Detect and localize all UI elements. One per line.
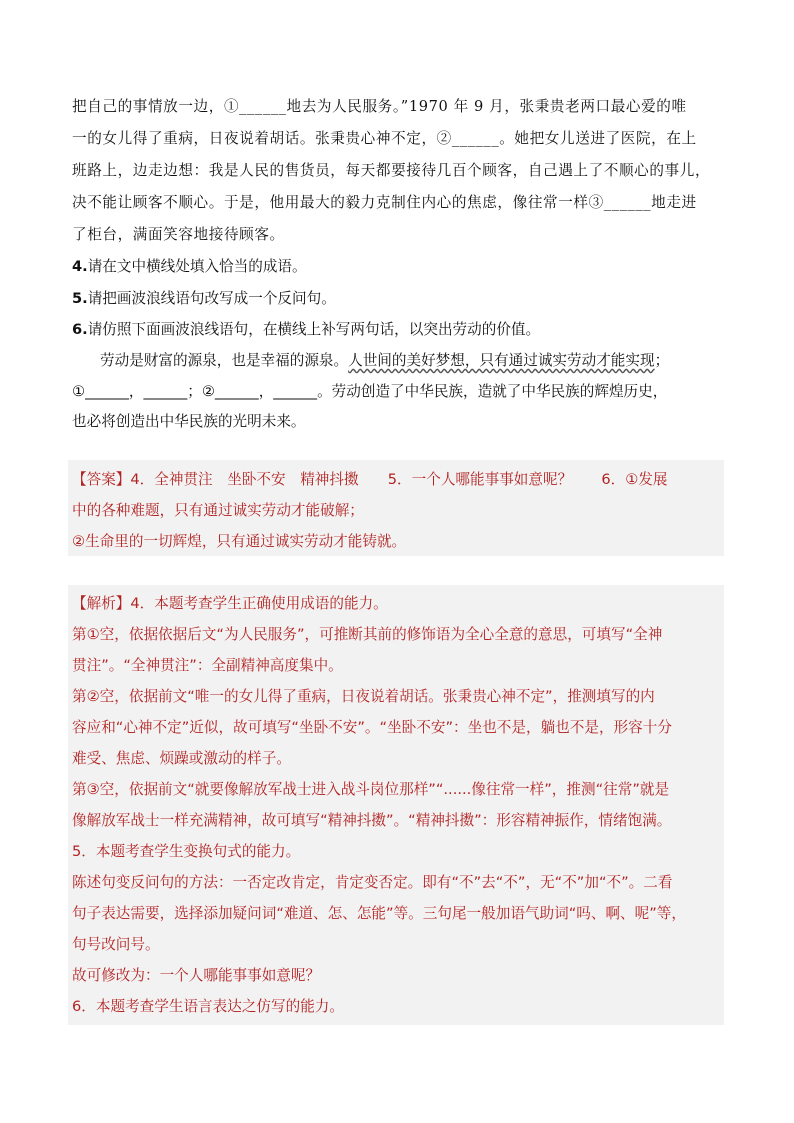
question-number: 4. <box>72 258 88 275</box>
question-6 <box>72 318 540 339</box>
answer-body: 4．全神贯注 坐卧不安 精神抖擞 5．一个人哪能事事如意呢？ 6．①发展 <box>130 471 668 488</box>
question-5 <box>72 287 336 308</box>
q6-sample-line-2: ①______，______；②______，______。劳动创造了中华民族，造就了中华民族的辉煌历史， <box>72 383 668 400</box>
answer-line-3: ②生命里的一切辉煌，只有通过诚实劳动才能铸就。 <box>72 533 407 550</box>
question-text: 请在文中横线处填入恰当的成语。 <box>87 258 307 275</box>
analysis-line-1 <box>72 592 388 613</box>
analysis-line-6: 难受、焦虑、烦躁或激动的样子。 <box>72 750 291 767</box>
q6-sample-line-1 <box>100 349 669 370</box>
passage-line-1: 把自己的事情放一边，①______地去为人民服务。”1970 年 9 月，张秉贵老两口最心爱的唯 <box>72 98 687 115</box>
q6-wavy-sentence: 人世间的美好梦想，只有通过诚实劳动才能实现 <box>348 352 655 369</box>
analysis-line-14: 6．本题考查学生语言表达之仿写的能力。 <box>72 998 344 1015</box>
analysis-line-3: 贯注”。“全神贯注”：全副精神高度集中。 <box>72 657 343 674</box>
analysis-line-4: 第②空，依据前文“唯一的女儿得了重病，日夜说着胡话。张秉贵心神不定”，推测填写的内 <box>72 688 655 705</box>
passage-line-5: 了柜台，满面笑容地接待顾客。 <box>72 226 285 243</box>
question-text: 请把画波浪线语句改写成一个反问句。 <box>87 290 336 307</box>
analysis-line-7: 第③空，依据前文“就要像解放军战士进入战斗岗位那样”“......像往常一样”，推测“往常”就是 <box>72 781 670 798</box>
analysis-line-8: 像解放军战士一样充满精神，故可填写“精神抖擞”。“精神抖擞”：形容精神振作，情绪饱满。 <box>72 812 672 829</box>
analysis-line-2: 第①空，依据依据后文“为人民服务”，可推断其前的修饰语为全心全意的意思，可填写“全神 <box>72 626 663 643</box>
question-number: 6. <box>72 321 88 338</box>
analysis-line-12: 句号改问号。 <box>72 936 160 953</box>
analysis-line-10: 陈述句变反问句的方法：一否定改肯定，肯定变否定。即有“不”去“不”，无“不”加“不”。二看 <box>72 874 673 891</box>
analysis-line-5: 容应和“心神不定”近似，故可填写“坐卧不安”。“坐卧不安”：坐也不是，躺也不是，形容十分 <box>72 719 672 736</box>
analysis-text: 4．本题考查学生正确使用成语的能力。 <box>130 595 388 612</box>
question-text: 请仿照下面画波浪线语句，在横线上补写两句话，以突出劳动的价值。 <box>87 321 541 338</box>
answer-line-2: 中的各种难题，只有通过诚实劳动才能破解； <box>72 502 364 519</box>
passage-line-4: 决不能让顾客不顺心。于是，他用最大的毅力克制住内心的焦虑，像往常一样③______地走进 <box>72 194 697 211</box>
analysis-line-9: 5．本题考查学生变换句式的能力。 <box>72 843 301 860</box>
analysis-tag: 【解析】 <box>72 595 131 612</box>
analysis-line-13: 故可修改为：一个人哪能事事如意呢？ <box>72 967 321 984</box>
question-number: 5. <box>72 290 88 307</box>
passage-line-2: 一的女儿得了重病，日夜说着胡话。张秉贵心神不定，②______。她把女儿送进了医院，在上 <box>72 130 697 147</box>
q6-tail: ； <box>654 352 670 369</box>
q6-lead: 劳动是财富的源泉，也是幸福的源泉。 <box>100 352 349 369</box>
answer-tag: 【答案】 <box>72 471 131 488</box>
passage-line-3: 班路上，边走边想：我是人民的售货员，每天都要接待几百个顾客，自己遇上了不顺心的事儿， <box>72 162 711 179</box>
question-4 <box>72 255 307 276</box>
analysis-background <box>68 585 724 1025</box>
analysis-line-11: 句子表达需要，选择添加疑问词“难道、怎、怎能”等。三句尾一般加语气助词“吗、啊、呢”等， <box>72 905 686 922</box>
q6-sample-line-3: 也必将创造出中华民族的光明未来。 <box>72 413 306 430</box>
answer-line-1 <box>72 468 668 489</box>
